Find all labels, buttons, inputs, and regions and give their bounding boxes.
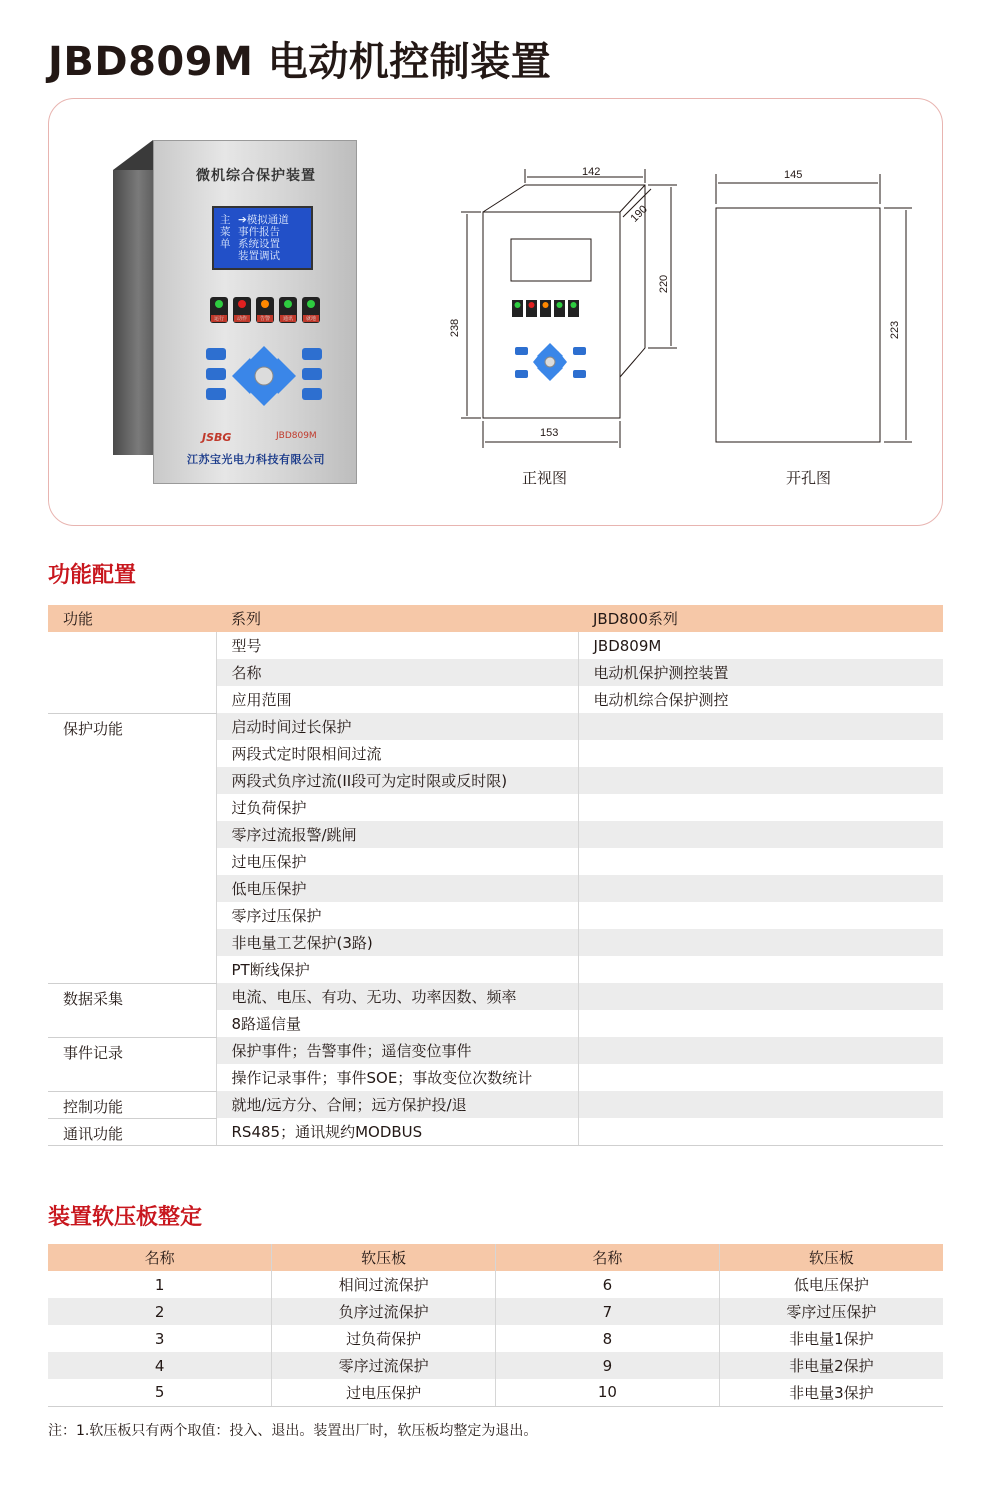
function-table-row <box>48 848 943 875</box>
led-label: 动作 <box>234 315 250 322</box>
function-table-header <box>48 605 943 632</box>
pressboard-header-cell: 软压板 <box>719 1244 943 1271</box>
pressboard-section-title: 装置软压板整定 <box>48 1205 203 1230</box>
front-view-leds <box>512 300 579 317</box>
function-table-row <box>48 902 943 929</box>
function-cell-c3 <box>578 713 943 740</box>
function-cell-c1: 通讯功能 <box>48 1118 216 1145</box>
pressboard-header-cell: 名称 <box>496 1244 720 1271</box>
function-header-cell: 功能 <box>48 605 216 632</box>
pressboard-cell: 2 <box>48 1298 272 1325</box>
pressboard-cell: 非电量1保护 <box>789 1330 874 1348</box>
pressboard-table-row <box>48 1325 943 1352</box>
front-view-outline <box>483 212 620 418</box>
keypad-key-up-right <box>302 348 322 360</box>
pressboard-cell: 3 <box>48 1325 272 1352</box>
function-cell-c1 <box>48 875 216 902</box>
lcd-menu-list <box>238 214 289 262</box>
lcd-title-char: 菜 <box>220 226 231 238</box>
pressboard-cell: 负序过流保护 <box>272 1298 496 1325</box>
pressboard-cell: 低电压保护 <box>793 1276 869 1294</box>
function-cell-c3 <box>578 956 943 983</box>
function-cell-c2: 应用范围 <box>216 686 578 713</box>
device-brand-logo: JSBG <box>202 431 232 444</box>
dim-cutout-height: 223 <box>889 320 902 340</box>
keypad-center-button <box>255 367 273 385</box>
pressboard-table-row <box>48 1352 943 1379</box>
pressboard-cell: 过负荷保护 <box>272 1325 496 1352</box>
function-cell-c2: 过负荷保护 <box>216 794 578 821</box>
pressboard-cell: 4 <box>48 1352 272 1379</box>
pressboard-table-row <box>48 1298 943 1325</box>
pressboard-table <box>48 1244 943 1407</box>
dim-cutout-width: 145 <box>784 169 803 181</box>
pressboard-cell: 9 <box>496 1352 720 1379</box>
lcd-menu-item: 装置调试 <box>238 250 280 262</box>
device-led <box>302 297 320 323</box>
function-table-row <box>48 929 943 956</box>
function-cell-c3 <box>578 1010 943 1037</box>
function-cell-c3: 电动机综合保护测控 <box>593 691 729 709</box>
function-table-row <box>48 1037 943 1064</box>
device-keypad <box>204 346 324 406</box>
cutout-drawing <box>700 170 920 450</box>
pressboard-table-row <box>48 1379 943 1406</box>
function-cell-c2: 型号 <box>216 632 578 659</box>
led-light-icon <box>284 300 292 308</box>
pressboard-header-cell: 软压板 <box>272 1244 496 1271</box>
front-view-caption: 正视图 <box>522 469 568 487</box>
function-cell-c1: 保护功能 <box>48 713 216 740</box>
led-label: 通讯 <box>280 315 296 322</box>
function-table-row <box>48 794 943 821</box>
function-cell-c3 <box>578 794 943 821</box>
function-table-row <box>48 1118 943 1145</box>
function-cell-c3 <box>578 929 943 956</box>
function-section-title: 功能配置 <box>48 563 137 588</box>
dim-height-side: 220 <box>658 274 671 294</box>
pressboard-header-cell: 名称 <box>48 1244 272 1271</box>
function-table-row <box>48 956 943 983</box>
keypad-key-mid-right <box>302 368 322 380</box>
keypad-key-up-left <box>206 348 226 360</box>
pressboard-cell: 非电量2保护 <box>719 1352 943 1379</box>
function-cell-c2: 两段式负序过流(II段可为定时限或反时限) <box>216 767 578 794</box>
device-header-label: 微机综合保护装置 <box>196 168 316 184</box>
function-cell-c1 <box>48 929 216 956</box>
function-cell-c3 <box>578 1037 943 1064</box>
pressboard-cell: 6 <box>496 1271 720 1298</box>
led-light-icon <box>215 300 223 308</box>
function-table-row <box>48 659 943 686</box>
pressboard-cell: 零序过流保护 <box>272 1352 496 1379</box>
function-cell-c2: 过电压保护 <box>216 848 578 875</box>
function-cell-c2: 名称 <box>216 659 578 686</box>
function-cell-c1: 数据采集 <box>48 983 216 1010</box>
function-table-row <box>48 767 943 794</box>
function-cell-c3: JBD809M <box>593 636 662 655</box>
function-cell-c2: PT断线保护 <box>216 956 578 983</box>
function-cell-c2: 低电压保护 <box>216 875 578 902</box>
function-table-row <box>48 1091 943 1118</box>
lcd-menu-item: 事件报告 <box>238 226 280 238</box>
function-cell-c3 <box>578 983 943 1010</box>
device-lcd-screen <box>212 206 313 270</box>
function-cell-c2: 非电量工艺保护(3路) <box>216 929 578 956</box>
function-cell-c1 <box>48 848 216 875</box>
function-cell-c2: 操作记录事件；事件SOE；事故变位次数统计 <box>216 1064 578 1091</box>
function-cell-c3 <box>578 875 943 902</box>
led-label: 就地 <box>303 315 319 322</box>
dim-width-front: 153 <box>540 427 559 439</box>
function-cell-c1 <box>48 794 216 821</box>
function-cell-c2: 就地/远方分、合闸；远方保护投/退 <box>216 1091 578 1118</box>
function-header-cell: JBD800系列 <box>578 605 943 632</box>
pressboard-cell: 1 <box>48 1271 272 1298</box>
lcd-menu-item: 系统设置 <box>238 238 280 250</box>
device-photo <box>103 140 357 484</box>
function-table-row <box>48 740 943 767</box>
lcd-menu-title <box>220 214 232 250</box>
function-table-row <box>48 713 943 740</box>
front-view-keypad <box>515 343 586 381</box>
device-side-panel <box>113 170 155 455</box>
function-table-row <box>48 632 943 659</box>
function-cell-c1 <box>48 632 216 659</box>
device-model-label: JBD809M <box>276 431 317 441</box>
lcd-menu-item: ➔模拟通道 <box>238 214 289 226</box>
pressboard-cell: 10 <box>496 1379 720 1406</box>
function-cell-c1 <box>48 686 216 713</box>
cutout-outline <box>716 208 880 442</box>
function-cell-c2: 保护事件；告警事件；遥信变位事件 <box>216 1037 578 1064</box>
pressboard-cell: 8 <box>496 1325 720 1352</box>
function-table <box>48 605 943 1146</box>
cutout-caption: 开孔图 <box>786 469 832 487</box>
pressboard-cell: 7 <box>496 1298 720 1325</box>
pressboard-table-row <box>48 1271 943 1298</box>
device-led <box>256 297 274 323</box>
device-company-label: 江苏宝光电力科技有限公司 <box>187 453 325 466</box>
front-view-drawing <box>455 165 695 455</box>
function-table-row <box>48 875 943 902</box>
led-label: 告警 <box>257 315 273 322</box>
pressboard-cell: 过电压保护 <box>272 1379 496 1406</box>
function-cell-c3 <box>578 902 943 929</box>
function-cell-c3 <box>578 848 943 875</box>
keypad-key-low-left <box>206 388 226 400</box>
led-light-icon <box>307 300 315 308</box>
function-cell-c3 <box>578 740 943 767</box>
led-label: 运行 <box>211 315 227 322</box>
function-cell-c2: 8路遥信量 <box>216 1010 578 1037</box>
device-led <box>279 297 297 323</box>
pressboard-table-header <box>48 1244 943 1271</box>
function-table-row <box>48 1010 943 1037</box>
front-view-lcd-window <box>511 239 591 281</box>
dim-height-front: 238 <box>449 318 462 338</box>
function-cell-c1: 事件记录 <box>48 1037 216 1064</box>
device-led <box>233 297 251 323</box>
function-table-row <box>48 1064 943 1091</box>
function-cell-c1 <box>48 1010 216 1037</box>
function-header-cell: 系列 <box>216 605 578 632</box>
device-led <box>210 297 228 323</box>
function-cell-c2: 零序过流报警/跳闸 <box>216 821 578 848</box>
function-cell-c3 <box>578 1118 943 1145</box>
led-light-icon <box>261 300 269 308</box>
function-cell-c3 <box>578 821 943 848</box>
function-cell-c2: 两段式定时限相间过流 <box>216 740 578 767</box>
function-cell-c3 <box>578 767 943 794</box>
function-cell-c1: 控制功能 <box>48 1091 216 1118</box>
function-cell-c1 <box>48 821 216 848</box>
pressboard-cell: 相间过流保护 <box>272 1271 496 1298</box>
device-front-panel <box>153 140 357 484</box>
pressboard-cell: 零序过压保护 <box>719 1298 943 1325</box>
function-cell-c2: 零序过压保护 <box>216 902 578 929</box>
function-cell-c1 <box>48 767 216 794</box>
function-cell-c1 <box>48 659 216 686</box>
function-cell-c2: 电流、电压、有功、无功、功率因数、频率 <box>216 983 578 1010</box>
function-cell-c1 <box>48 740 216 767</box>
device-indicator-leds <box>210 297 320 323</box>
dim-width-top: 142 <box>582 166 601 178</box>
function-cell-c1 <box>48 902 216 929</box>
function-cell-c3: 电动机保护测控装置 <box>578 659 943 686</box>
function-table-row <box>48 686 943 713</box>
footnote: 注：1.软压板只有两个取值：投入、退出。装置出厂时，软压板均整定为退出。 <box>48 1423 538 1439</box>
led-light-icon <box>238 300 246 308</box>
lcd-title-char: 主 <box>220 214 231 226</box>
page-title: JBD809M 电动机控制装置 <box>48 39 552 85</box>
pressboard-cell: 5 <box>48 1379 272 1406</box>
keypad-key-low-right <box>302 388 322 400</box>
function-cell-c3 <box>578 1064 943 1091</box>
function-cell-c1 <box>48 1064 216 1091</box>
lcd-title-char: 单 <box>220 238 231 250</box>
keypad-key-mid-left <box>206 368 226 380</box>
pressboard-cell: 非电量3保护 <box>719 1379 943 1406</box>
function-cell-c1 <box>48 956 216 983</box>
function-cell-c2: 启动时间过长保护 <box>216 713 578 740</box>
function-table-row <box>48 821 943 848</box>
function-cell-c2: RS485；通讯规约MODBUS <box>216 1118 578 1145</box>
function-table-row <box>48 983 943 1010</box>
function-cell-c3 <box>578 1091 943 1118</box>
dim-depth: 190 <box>628 203 650 225</box>
